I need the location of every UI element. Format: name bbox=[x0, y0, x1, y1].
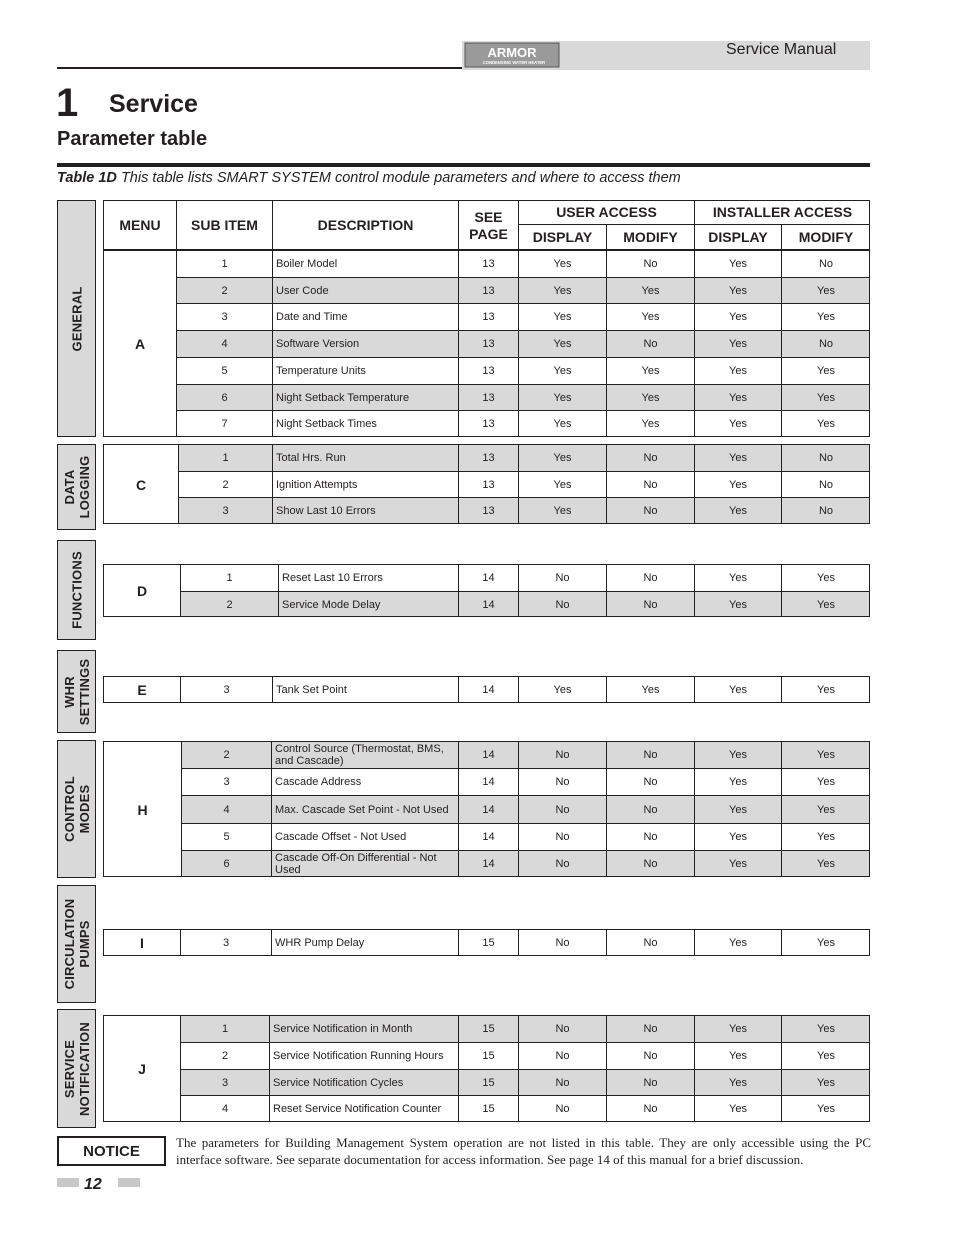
installer-modify-cell: Yes bbox=[781, 303, 870, 330]
installer-display-cell: Yes bbox=[694, 357, 781, 384]
installer-modify-cell: No bbox=[781, 250, 870, 277]
user-modify-cell: No bbox=[606, 444, 694, 471]
header-rule bbox=[57, 67, 462, 69]
see-page-cell: 14 bbox=[458, 591, 518, 617]
category-box bbox=[57, 650, 96, 733]
see-page-cell: 14 bbox=[458, 564, 518, 591]
sub-item-cell: 3 bbox=[178, 497, 272, 524]
category-box bbox=[57, 444, 96, 530]
menu-cell: E bbox=[103, 676, 180, 703]
category-label: CONTROL MODES bbox=[61, 776, 92, 842]
sub-item-cell: 1 bbox=[180, 1015, 269, 1042]
user-display-cell: Yes bbox=[518, 277, 606, 303]
sub-item-cell: 6 bbox=[176, 384, 272, 410]
user-modify-cell: No bbox=[606, 768, 694, 795]
description-cell: Ignition Attempts bbox=[272, 471, 458, 497]
category-label: CIRCULATION PUMPS bbox=[61, 898, 92, 990]
sub-item-cell: 3 bbox=[181, 768, 271, 795]
description-cell: Reset Last 10 Errors bbox=[278, 564, 458, 591]
category-label: FUNCTIONS bbox=[69, 551, 84, 629]
category-label: DATA LOGGING bbox=[61, 455, 92, 519]
description-cell: Service Notification Running Hours bbox=[269, 1042, 458, 1069]
installer-modify-cell: No bbox=[781, 497, 870, 524]
logo-text: ARMOR bbox=[487, 45, 537, 60]
installer-display-cell: Yes bbox=[694, 444, 781, 471]
user-modify-cell: No bbox=[606, 591, 694, 617]
description-cell: WHR Pump Delay bbox=[271, 929, 458, 956]
installer-modify-cell: Yes bbox=[781, 741, 870, 768]
installer-display-cell: Yes bbox=[694, 410, 781, 437]
installer-modify-cell: Yes bbox=[781, 591, 870, 617]
chapter-number: 1 bbox=[56, 81, 79, 125]
header-installer-access: INSTALLER ACCESS bbox=[694, 200, 870, 224]
sub-item-cell: 4 bbox=[176, 330, 272, 357]
see-page-cell: 14 bbox=[458, 795, 518, 823]
sub-item-cell: 4 bbox=[180, 1095, 269, 1122]
user-display-cell: No bbox=[518, 1095, 606, 1122]
manual-label: Service Manual bbox=[726, 41, 837, 58]
see-page-cell: 15 bbox=[458, 1015, 518, 1042]
see-page-cell: 14 bbox=[458, 676, 518, 703]
user-modify-cell: No bbox=[606, 1069, 694, 1095]
user-display-cell: Yes bbox=[518, 384, 606, 410]
sub-item-cell: 5 bbox=[181, 823, 271, 850]
sub-item-cell: 5 bbox=[176, 357, 272, 384]
sub-item-cell: 4 bbox=[181, 795, 271, 823]
installer-modify-cell: Yes bbox=[781, 676, 870, 703]
user-modify-cell: Yes bbox=[606, 357, 694, 384]
see-page-cell: 15 bbox=[458, 1069, 518, 1095]
sub-item-cell: 3 bbox=[180, 1069, 269, 1095]
header-sub-item: SUB ITEM bbox=[176, 200, 272, 250]
installer-modify-cell: Yes bbox=[781, 850, 870, 877]
chapter-title: Service bbox=[109, 90, 198, 118]
user-modify-cell: No bbox=[606, 1042, 694, 1069]
installer-display-cell: Yes bbox=[694, 1095, 781, 1122]
see-page-cell: 14 bbox=[458, 823, 518, 850]
installer-modify-cell: No bbox=[781, 444, 870, 471]
category-box bbox=[57, 200, 96, 437]
installer-display-cell: Yes bbox=[694, 1015, 781, 1042]
user-modify-cell: Yes bbox=[606, 277, 694, 303]
menu-cell: J bbox=[103, 1015, 180, 1122]
user-display-cell: Yes bbox=[518, 357, 606, 384]
installer-modify-cell: Yes bbox=[781, 1095, 870, 1122]
menu-cell: H bbox=[103, 741, 181, 877]
installer-display-cell: Yes bbox=[694, 929, 781, 956]
installer-display-cell: Yes bbox=[694, 676, 781, 703]
sub-item-cell: 3 bbox=[180, 676, 272, 703]
user-display-cell: No bbox=[518, 850, 606, 877]
sub-item-cell: 1 bbox=[176, 250, 272, 277]
category-box bbox=[57, 1009, 96, 1128]
armor-logo bbox=[464, 42, 560, 68]
installer-display-cell: Yes bbox=[694, 823, 781, 850]
description-cell: Date and Time bbox=[272, 303, 458, 330]
installer-modify-cell: Yes bbox=[781, 929, 870, 956]
user-modify-cell: No bbox=[606, 850, 694, 877]
installer-display-cell: Yes bbox=[694, 768, 781, 795]
installer-modify-cell: Yes bbox=[781, 795, 870, 823]
section-title: Parameter table bbox=[57, 128, 208, 150]
installer-display-cell: Yes bbox=[694, 303, 781, 330]
user-display-cell: No bbox=[518, 768, 606, 795]
description-cell: Night Setback Temperature bbox=[272, 384, 458, 410]
group-frame bbox=[103, 676, 870, 703]
user-display-cell: No bbox=[518, 591, 606, 617]
installer-display-cell: Yes bbox=[694, 277, 781, 303]
see-page-cell: 13 bbox=[458, 277, 518, 303]
user-modify-cell: No bbox=[606, 250, 694, 277]
user-display-cell: No bbox=[518, 929, 606, 956]
page-number: 12 bbox=[84, 1176, 102, 1193]
sub-item-cell: 2 bbox=[180, 1042, 269, 1069]
user-display-cell: Yes bbox=[518, 497, 606, 524]
user-display-cell: No bbox=[518, 1015, 606, 1042]
group-frame bbox=[103, 250, 870, 437]
description-cell: Software Version bbox=[272, 330, 458, 357]
sub-item-cell: 1 bbox=[180, 564, 278, 591]
description-cell: Service Mode Delay bbox=[278, 591, 458, 617]
category-box bbox=[57, 540, 96, 640]
notice-label: NOTICE bbox=[57, 1136, 166, 1166]
user-modify-cell: No bbox=[606, 1015, 694, 1042]
group-frame bbox=[103, 741, 870, 877]
category-box bbox=[57, 740, 96, 878]
sub-item-cell: 2 bbox=[176, 277, 272, 303]
description-cell: User Code bbox=[272, 277, 458, 303]
caption-text: This table lists SMART SYSTEM control module parameters and where to access them bbox=[120, 170, 681, 186]
user-display-cell: No bbox=[518, 741, 606, 768]
description-cell: Control Source (Thermostat, BMS, and Cascade) bbox=[271, 741, 458, 768]
user-display-cell: Yes bbox=[518, 676, 606, 703]
user-display-cell: Yes bbox=[518, 330, 606, 357]
user-modify-cell: Yes bbox=[606, 303, 694, 330]
installer-modify-cell: Yes bbox=[781, 410, 870, 437]
installer-modify-cell: Yes bbox=[781, 768, 870, 795]
menu-cell: A bbox=[103, 250, 176, 437]
header-installer-modify: MODIFY bbox=[781, 224, 870, 250]
see-page-cell: 15 bbox=[458, 1042, 518, 1069]
sub-item-cell: 7 bbox=[176, 410, 272, 437]
user-display-cell: Yes bbox=[518, 410, 606, 437]
installer-modify-cell: Yes bbox=[781, 357, 870, 384]
description-cell: Total Hrs. Run bbox=[272, 444, 458, 471]
user-modify-cell: Yes bbox=[606, 410, 694, 437]
user-display-cell: Yes bbox=[518, 471, 606, 497]
see-page-cell: 13 bbox=[458, 497, 518, 524]
installer-display-cell: Yes bbox=[694, 497, 781, 524]
header-menu: MENU bbox=[103, 200, 176, 250]
description-cell: Show Last 10 Errors bbox=[272, 497, 458, 524]
see-page-cell: 15 bbox=[458, 1095, 518, 1122]
sub-item-cell: 2 bbox=[180, 591, 278, 617]
user-modify-cell: No bbox=[606, 823, 694, 850]
sub-item-cell: 3 bbox=[176, 303, 272, 330]
installer-display-cell: Yes bbox=[694, 471, 781, 497]
logo-subtext: CONDENSING WATER HEATER bbox=[482, 60, 546, 65]
user-display-cell: No bbox=[518, 823, 606, 850]
installer-display-cell: Yes bbox=[694, 1069, 781, 1095]
description-cell: Cascade Offset - Not Used bbox=[271, 823, 458, 850]
user-modify-cell: Yes bbox=[606, 676, 694, 703]
sub-item-cell: 1 bbox=[178, 444, 272, 471]
see-page-cell: 14 bbox=[458, 768, 518, 795]
description-cell: Cascade Off-On Differential - Not Used bbox=[271, 850, 458, 877]
see-page-cell: 13 bbox=[458, 444, 518, 471]
menu-cell: D bbox=[103, 564, 180, 617]
installer-modify-cell: Yes bbox=[781, 823, 870, 850]
user-display-cell: No bbox=[518, 795, 606, 823]
installer-display-cell: Yes bbox=[694, 564, 781, 591]
category-label: WHR SETTINGS bbox=[61, 658, 92, 725]
user-display-cell: Yes bbox=[518, 250, 606, 277]
group-frame bbox=[103, 1015, 870, 1122]
user-modify-cell: No bbox=[606, 795, 694, 823]
see-page-cell: 13 bbox=[458, 357, 518, 384]
see-page-cell: 14 bbox=[458, 850, 518, 877]
header-frame bbox=[103, 200, 870, 250]
page-bar-right bbox=[118, 1178, 140, 1187]
category-label: SERVICE NOTIFICATION bbox=[61, 1021, 92, 1116]
installer-display-cell: Yes bbox=[694, 330, 781, 357]
see-page-cell: 13 bbox=[458, 384, 518, 410]
header-user-access: USER ACCESS bbox=[518, 200, 694, 224]
sub-item-cell: 6 bbox=[181, 850, 271, 877]
sub-item-cell: 3 bbox=[180, 929, 271, 956]
category-box bbox=[57, 885, 96, 1003]
header-user-display: DISPLAY bbox=[518, 224, 606, 250]
see-page-cell: 13 bbox=[458, 471, 518, 497]
header-description: DESCRIPTION bbox=[272, 200, 458, 250]
group-frame bbox=[103, 444, 870, 524]
user-display-cell: Yes bbox=[518, 303, 606, 330]
user-modify-cell: No bbox=[606, 564, 694, 591]
see-page-cell: 13 bbox=[458, 330, 518, 357]
header-user-modify: MODIFY bbox=[606, 224, 694, 250]
category-label: GENERAL bbox=[69, 286, 84, 351]
description-cell: Night Setback Times bbox=[272, 410, 458, 437]
see-page-cell: 13 bbox=[458, 250, 518, 277]
installer-display-cell: Yes bbox=[694, 741, 781, 768]
see-page-cell: 13 bbox=[458, 410, 518, 437]
see-page-cell: 14 bbox=[458, 741, 518, 768]
user-display-cell: No bbox=[518, 1042, 606, 1069]
installer-modify-cell: Yes bbox=[781, 277, 870, 303]
description-cell: Service Notification in Month bbox=[269, 1015, 458, 1042]
installer-display-cell: Yes bbox=[694, 250, 781, 277]
description-cell: Service Notification Cycles bbox=[269, 1069, 458, 1095]
user-display-cell: No bbox=[518, 564, 606, 591]
description-cell: Reset Service Notification Counter bbox=[269, 1095, 458, 1122]
installer-modify-cell: Yes bbox=[781, 564, 870, 591]
menu-cell: C bbox=[103, 444, 178, 524]
installer-modify-cell: Yes bbox=[781, 1069, 870, 1095]
installer-display-cell: Yes bbox=[694, 850, 781, 877]
installer-modify-cell: Yes bbox=[781, 1042, 870, 1069]
installer-display-cell: Yes bbox=[694, 1042, 781, 1069]
installer-modify-cell: No bbox=[781, 471, 870, 497]
user-modify-cell: No bbox=[606, 741, 694, 768]
user-display-cell: No bbox=[518, 1069, 606, 1095]
installer-display-cell: Yes bbox=[694, 795, 781, 823]
installer-display-cell: Yes bbox=[694, 384, 781, 410]
user-modify-cell: No bbox=[606, 1095, 694, 1122]
see-page-cell: 13 bbox=[458, 303, 518, 330]
header-see-page: SEE PAGE bbox=[458, 200, 518, 250]
description-cell: Boiler Model bbox=[272, 250, 458, 277]
group-frame bbox=[103, 929, 870, 956]
installer-modify-cell: Yes bbox=[781, 1015, 870, 1042]
user-modify-cell: No bbox=[606, 330, 694, 357]
user-display-cell: Yes bbox=[518, 444, 606, 471]
page-bar-left bbox=[57, 1178, 79, 1187]
section-rule bbox=[57, 163, 870, 167]
sub-item-cell: 2 bbox=[178, 471, 272, 497]
user-modify-cell: No bbox=[606, 471, 694, 497]
description-cell: Max. Cascade Set Point - Not Used bbox=[271, 795, 458, 823]
user-modify-cell: Yes bbox=[606, 384, 694, 410]
menu-cell: I bbox=[103, 929, 180, 956]
description-cell: Cascade Address bbox=[271, 768, 458, 795]
user-modify-cell: No bbox=[606, 497, 694, 524]
description-cell: Tank Set Point bbox=[272, 676, 458, 703]
sub-item-cell: 2 bbox=[181, 741, 271, 768]
user-modify-cell: No bbox=[606, 929, 694, 956]
header-installer-display: DISPLAY bbox=[694, 224, 781, 250]
notice-text: The parameters for Building Management System operation are not listed in this table. They are only accessible using the PC interface software. See separate documentation for access information. See page 14 of this manual for a brief discussion. bbox=[176, 1135, 871, 1167]
description-cell: Temperature Units bbox=[272, 357, 458, 384]
installer-display-cell: Yes bbox=[694, 591, 781, 617]
table-caption bbox=[57, 170, 681, 186]
caption-label: Table 1D bbox=[57, 170, 117, 186]
group-frame bbox=[103, 564, 870, 617]
installer-modify-cell: Yes bbox=[781, 384, 870, 410]
installer-modify-cell: No bbox=[781, 330, 870, 357]
see-page-cell: 15 bbox=[458, 929, 518, 956]
